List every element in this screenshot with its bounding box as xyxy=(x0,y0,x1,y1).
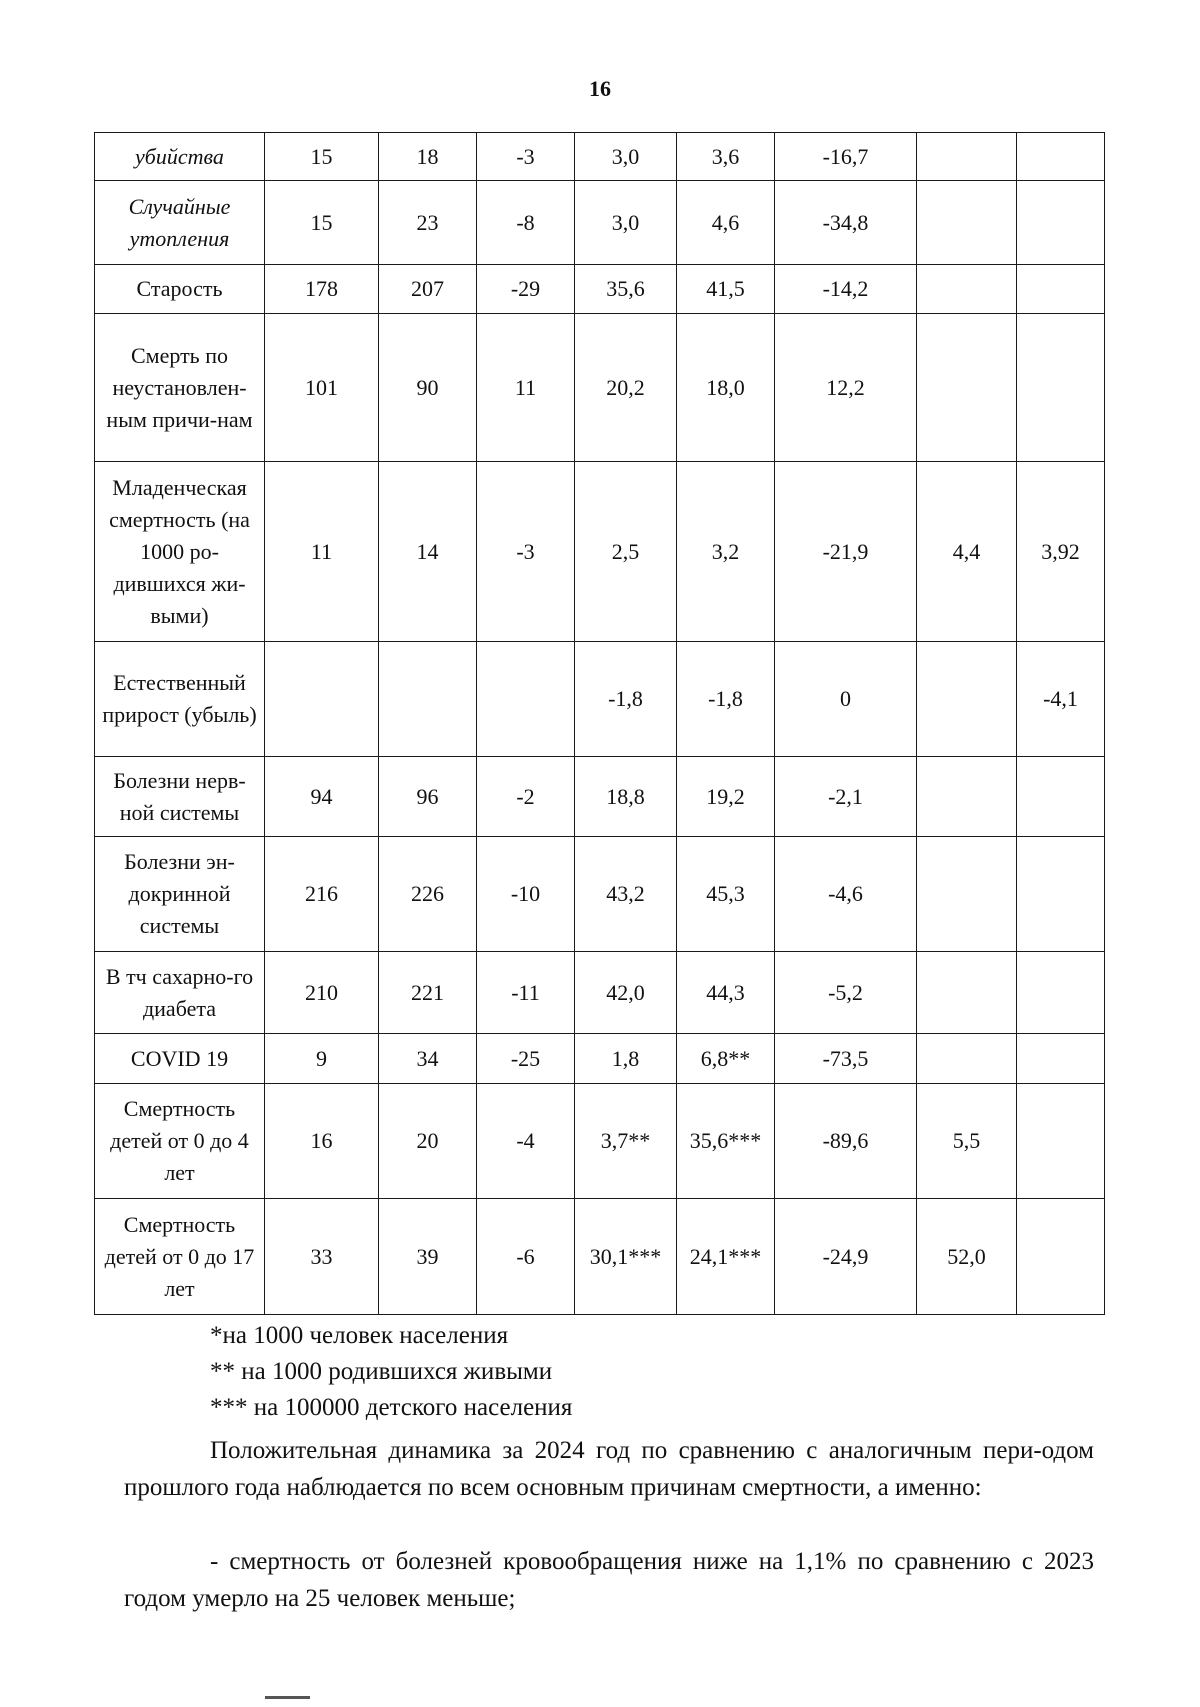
table-cell: 4,4 xyxy=(917,462,1017,642)
table-cell: -4,1 xyxy=(1017,642,1105,757)
table-cell: 42,0 xyxy=(575,952,677,1034)
table-cell: -8 xyxy=(477,181,575,265)
table-row xyxy=(95,133,1105,181)
table-cell: 52,0 xyxy=(917,1199,1017,1315)
table-cell: 12,2 xyxy=(775,314,917,462)
table-cell xyxy=(917,181,1017,265)
table-cell: 3,6 xyxy=(677,133,775,181)
table-cell xyxy=(917,757,1017,837)
table-cell: 221 xyxy=(379,952,477,1034)
table-cell: -24,9 xyxy=(775,1199,917,1315)
table-cell: -25 xyxy=(477,1034,575,1084)
table-cell: 33 xyxy=(265,1199,379,1315)
table-cell xyxy=(1017,265,1105,314)
table-cell: -29 xyxy=(477,265,575,314)
scan-artifact-line xyxy=(265,1696,310,1699)
table-cell: 90 xyxy=(379,314,477,462)
row-label: В тч сахарно-го диабета xyxy=(95,952,265,1034)
table-cell xyxy=(1017,181,1105,265)
table-cell: 34 xyxy=(379,1034,477,1084)
table-cell: -21,9 xyxy=(775,462,917,642)
table-cell xyxy=(917,265,1017,314)
table-cell: -5,2 xyxy=(775,952,917,1034)
table-cell xyxy=(917,642,1017,757)
table-cell: 3,92 xyxy=(1017,462,1105,642)
table-cell: 35,6 xyxy=(575,265,677,314)
table-cell: 5,5 xyxy=(917,1084,1017,1199)
table-cell: 6,8** xyxy=(677,1034,775,1084)
table-cell: -3 xyxy=(477,133,575,181)
table-cell: 0 xyxy=(775,642,917,757)
table-cell xyxy=(917,1034,1017,1084)
table-cell: 30,1*** xyxy=(575,1199,677,1315)
table-cell: 16 xyxy=(265,1084,379,1199)
table-row xyxy=(95,757,1105,837)
footnote-per-1000-population: *на 1000 человек населения xyxy=(210,1322,509,1349)
table-cell: 35,6*** xyxy=(677,1084,775,1199)
table-cell: 3,0 xyxy=(575,181,677,265)
table-cell xyxy=(1017,1084,1105,1199)
row-label: COVID 19 xyxy=(95,1034,265,1084)
table-cell xyxy=(917,952,1017,1034)
table-cell xyxy=(477,642,575,757)
table-cell: -3 xyxy=(477,462,575,642)
table-row xyxy=(95,1084,1105,1199)
table-cell: 39 xyxy=(379,1199,477,1315)
table-cell: 3,2 xyxy=(677,462,775,642)
row-label: Смертность детей от 0 до 17 лет xyxy=(95,1199,265,1315)
table-cell: -2 xyxy=(477,757,575,837)
table-cell: 3,0 xyxy=(575,133,677,181)
table-row xyxy=(95,1199,1105,1315)
table-row xyxy=(95,265,1105,314)
table-cell: -4,6 xyxy=(775,837,917,952)
table-cell: 226 xyxy=(379,837,477,952)
table-cell: 9 xyxy=(265,1034,379,1084)
table-cell: 44,3 xyxy=(677,952,775,1034)
table-cell: 41,5 xyxy=(677,265,775,314)
table-cell xyxy=(265,642,379,757)
table-cell: 94 xyxy=(265,757,379,837)
table-cell: -10 xyxy=(477,837,575,952)
table-cell: 19,2 xyxy=(677,757,775,837)
table-cell: 2,5 xyxy=(575,462,677,642)
table-cell: 11 xyxy=(477,314,575,462)
table-cell: 20 xyxy=(379,1084,477,1199)
table-cell: -34,8 xyxy=(775,181,917,265)
row-label: Младенческая смертность (на 1000 ро-дившихся жи-выми) xyxy=(95,462,265,642)
table-cell: 207 xyxy=(379,265,477,314)
table-cell: 1,8 xyxy=(575,1034,677,1084)
table-cell xyxy=(1017,133,1105,181)
table-cell: 15 xyxy=(265,133,379,181)
row-label: Смерть по неустановлен-ным причи-нам xyxy=(95,314,265,462)
table-cell: 178 xyxy=(265,265,379,314)
table-cell: -16,7 xyxy=(775,133,917,181)
table-cell: -1,8 xyxy=(575,642,677,757)
row-label: Случайные утопления xyxy=(95,181,265,265)
table-cell: 4,6 xyxy=(677,181,775,265)
paragraph-circulatory-diseases: - смертность от болезней кровообращения ниже на 1,1% по сравнению с 2023 годом умерло на 25 человек меньше; xyxy=(124,1548,1094,1612)
table-row xyxy=(95,837,1105,952)
table-cell: -73,5 xyxy=(775,1034,917,1084)
footnote-per-1000-live-births: ** на 1000 родившихся живыми xyxy=(210,1358,553,1385)
table-row xyxy=(95,1034,1105,1084)
table-row xyxy=(95,462,1105,642)
table-row xyxy=(95,642,1105,757)
footnote-per-100000-children: *** на 100000 детского населения xyxy=(210,1394,573,1421)
table-cell: 43,2 xyxy=(575,837,677,952)
table-cell: 216 xyxy=(265,837,379,952)
row-label: Старость xyxy=(95,265,265,314)
table-cell: 15 xyxy=(265,181,379,265)
table-cell: 3,7** xyxy=(575,1084,677,1199)
table-cell xyxy=(917,133,1017,181)
table-cell: 18 xyxy=(379,133,477,181)
paragraph-positive-dynamics: Положительная динамика за 2024 год по сравнению с аналогичным пери-одом прошлого года наблюдается по всем основным причинам смертности, а именно: xyxy=(124,1437,1094,1501)
page-number: 16 xyxy=(589,76,611,101)
table-cell: 96 xyxy=(379,757,477,837)
table-cell xyxy=(1017,837,1105,952)
table-cell xyxy=(917,837,1017,952)
table-cell: 45,3 xyxy=(677,837,775,952)
table-cell: -4 xyxy=(477,1084,575,1199)
table-cell xyxy=(1017,757,1105,837)
table-cell: -1,8 xyxy=(677,642,775,757)
table-cell: 11 xyxy=(265,462,379,642)
mortality-table xyxy=(94,132,1105,1315)
table-row xyxy=(95,952,1105,1034)
table-cell xyxy=(379,642,477,757)
table-cell xyxy=(1017,952,1105,1034)
table-cell: 18,0 xyxy=(677,314,775,462)
table-row xyxy=(95,314,1105,462)
table-cell xyxy=(1017,1034,1105,1084)
table-row xyxy=(95,181,1105,265)
table-cell: -89,6 xyxy=(775,1084,917,1199)
table-cell: 101 xyxy=(265,314,379,462)
table-cell xyxy=(917,314,1017,462)
table-cell: -6 xyxy=(477,1199,575,1315)
row-label: Болезни нерв-ной системы xyxy=(95,757,265,837)
row-label: Естественный прирост (убыль) xyxy=(95,642,265,757)
table-cell: -11 xyxy=(477,952,575,1034)
row-label: Смертность детей от 0 до 4 лет xyxy=(95,1084,265,1199)
row-label: Болезни эн-докринной системы xyxy=(95,837,265,952)
table-cell: 23 xyxy=(379,181,477,265)
table-cell xyxy=(1017,314,1105,462)
row-label: убийства xyxy=(95,133,265,181)
table-cell: 18,8 xyxy=(575,757,677,837)
table-cell: 24,1*** xyxy=(677,1199,775,1315)
table-cell: 14 xyxy=(379,462,477,642)
table-cell: -14,2 xyxy=(775,265,917,314)
table-cell: 210 xyxy=(265,952,379,1034)
footnotes xyxy=(210,1318,572,1426)
table-cell: -2,1 xyxy=(775,757,917,837)
table-cell xyxy=(1017,1199,1105,1315)
table-cell: 20,2 xyxy=(575,314,677,462)
